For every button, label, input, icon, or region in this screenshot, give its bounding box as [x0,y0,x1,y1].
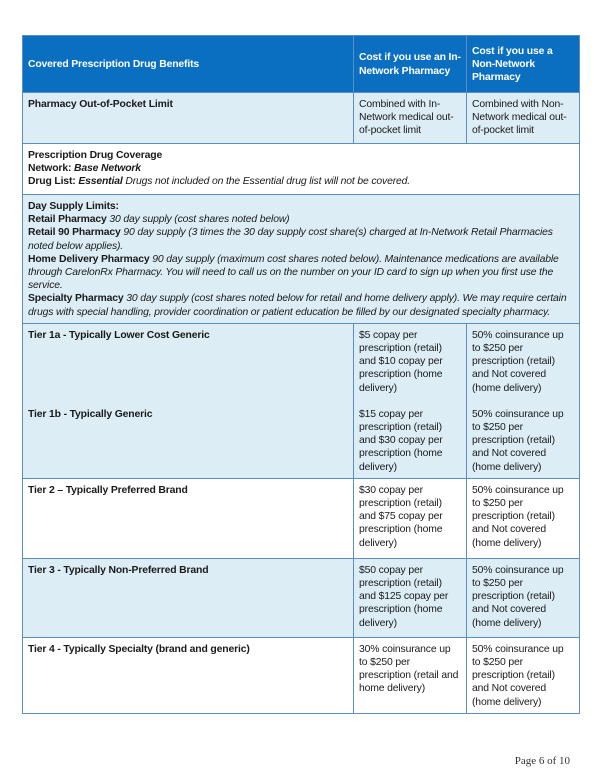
tier-3-label: Tier 3 - Typically Non-Preferred Brand [23,558,354,637]
day-supply-item [28,253,574,293]
day-supply-text: 90 day supply (maximum cost shares noted below). Maintenance medications are available through CarelonRx Pharmacy. You will need to call us on the number on your ID card to sign up when you first use the service. [28,253,559,292]
coverage-title: Prescription Drug Coverage [28,150,163,161]
day-supply-cell [23,195,580,324]
spacer [359,395,461,408]
header-benefit: Covered Prescription Drug Benefits [23,36,354,93]
tier-1b-in-network: $15 copay per prescription (retail) and $30 copay per prescription (home delivery) [359,408,443,473]
tier-1b-label: Tier 1b - Typically Generic [28,409,153,421]
network-label: Network: [28,163,72,175]
table-row-coverage [23,144,580,195]
tier-2-label: Tier 2 – Typically Preferred Brand [23,478,354,558]
tier-1a-non-network: 50% coinsurance up to $250 per prescription (retail) and Not covered (home delivery) [472,329,564,394]
tier-2-non-network: 50% coinsurance up to $250 per prescription (retail) and Not covered (home delivery) [467,478,580,558]
drug-list-value: Essential [78,176,123,188]
tier-1-non-network [467,323,580,478]
tier-3-in-network: $50 copay per prescription (retail) and $125 copay per prescription (home delivery) [354,558,467,637]
day-supply-item [28,226,574,252]
tier-4-in-network: 30% coinsurance up to $250 per prescription (retail and home delivery) [354,637,467,713]
day-supply-item [28,213,574,226]
tier-1a-in-network: $5 copay per prescription (retail) and $10 copay per prescription (home delivery) [359,329,443,394]
header-in-network: Cost if you use an In-Network Pharmacy [354,36,467,93]
table-row-tier-4 [23,637,580,713]
day-supply-label: Specialty Pharmacy [28,293,124,305]
table-row-day-supply [23,195,580,324]
coverage-network [28,162,574,175]
drug-list-label: Drug List: [28,176,76,188]
tier-3-non-network: 50% coinsurance up to $250 per prescription (retail) and Not covered (home delivery) [467,558,580,637]
table-row-tier-2 [23,478,580,558]
oop-limit-non-network: Combined with Non-Network medical out-of-pocket limit [467,93,580,144]
spacer [472,395,574,408]
day-supply-title: Day Supply Limits: [28,201,119,212]
oop-limit-in-network: Combined with In-Network medical out-of-pocket limit [354,93,467,144]
table-row-tier-3 [23,558,580,637]
tier-1a-label: Tier 1a - Typically Lower Cost Generic [28,329,210,341]
network-value: Base Network [74,163,141,175]
tier-1-labels [23,323,354,478]
coverage-drug-list [28,175,574,188]
day-supply-label: Retail Pharmacy [28,214,107,226]
table-header-row [23,36,580,93]
tier-4-non-network: 50% coinsurance up to $250 per prescription (retail) and Not covered (home delivery) [467,637,580,713]
header-non-network: Cost if you use a Non-Network Pharmacy [467,36,580,93]
day-supply-text: 90 day supply (3 times the 30 day supply cost share(s) charged at In-Network Retail Pharmacies noted below applies). [28,227,553,252]
day-supply-text: 30 day supply (cost shares noted below for retail and home delivery apply). We may require certain drugs with special handling, provider coordination or patient education be filled by our designated specialty pharmacy. [28,293,567,318]
coverage-cell [23,144,580,195]
table-row-tier-1 [23,323,580,478]
drug-list-note: Drugs not included on the Essential drug list will not be covered. [125,176,411,188]
table-row-oop-limit [23,93,580,144]
tier-1-in-network [354,323,467,478]
tier-2-in-network: $30 copay per prescription (retail) and $75 copay per prescription (home delivery) [354,478,467,558]
oop-limit-label: Pharmacy Out-of-Pocket Limit [23,93,354,144]
day-supply-item [28,292,574,318]
prescription-drug-benefits-table [22,35,580,714]
spacer [28,342,348,408]
page-number: Page 6 of 10 [514,755,570,767]
day-supply-label: Retail 90 Pharmacy [28,227,121,239]
tier-4-label: Tier 4 - Typically Specialty (brand and generic) [23,637,354,713]
day-supply-text: 30 day supply (cost shares noted below) [109,214,290,226]
day-supply-label: Home Delivery Pharmacy [28,253,150,265]
tier-1b-non-network: 50% coinsurance up to $250 per prescription (retail) and Not covered (home delivery) [472,408,564,473]
